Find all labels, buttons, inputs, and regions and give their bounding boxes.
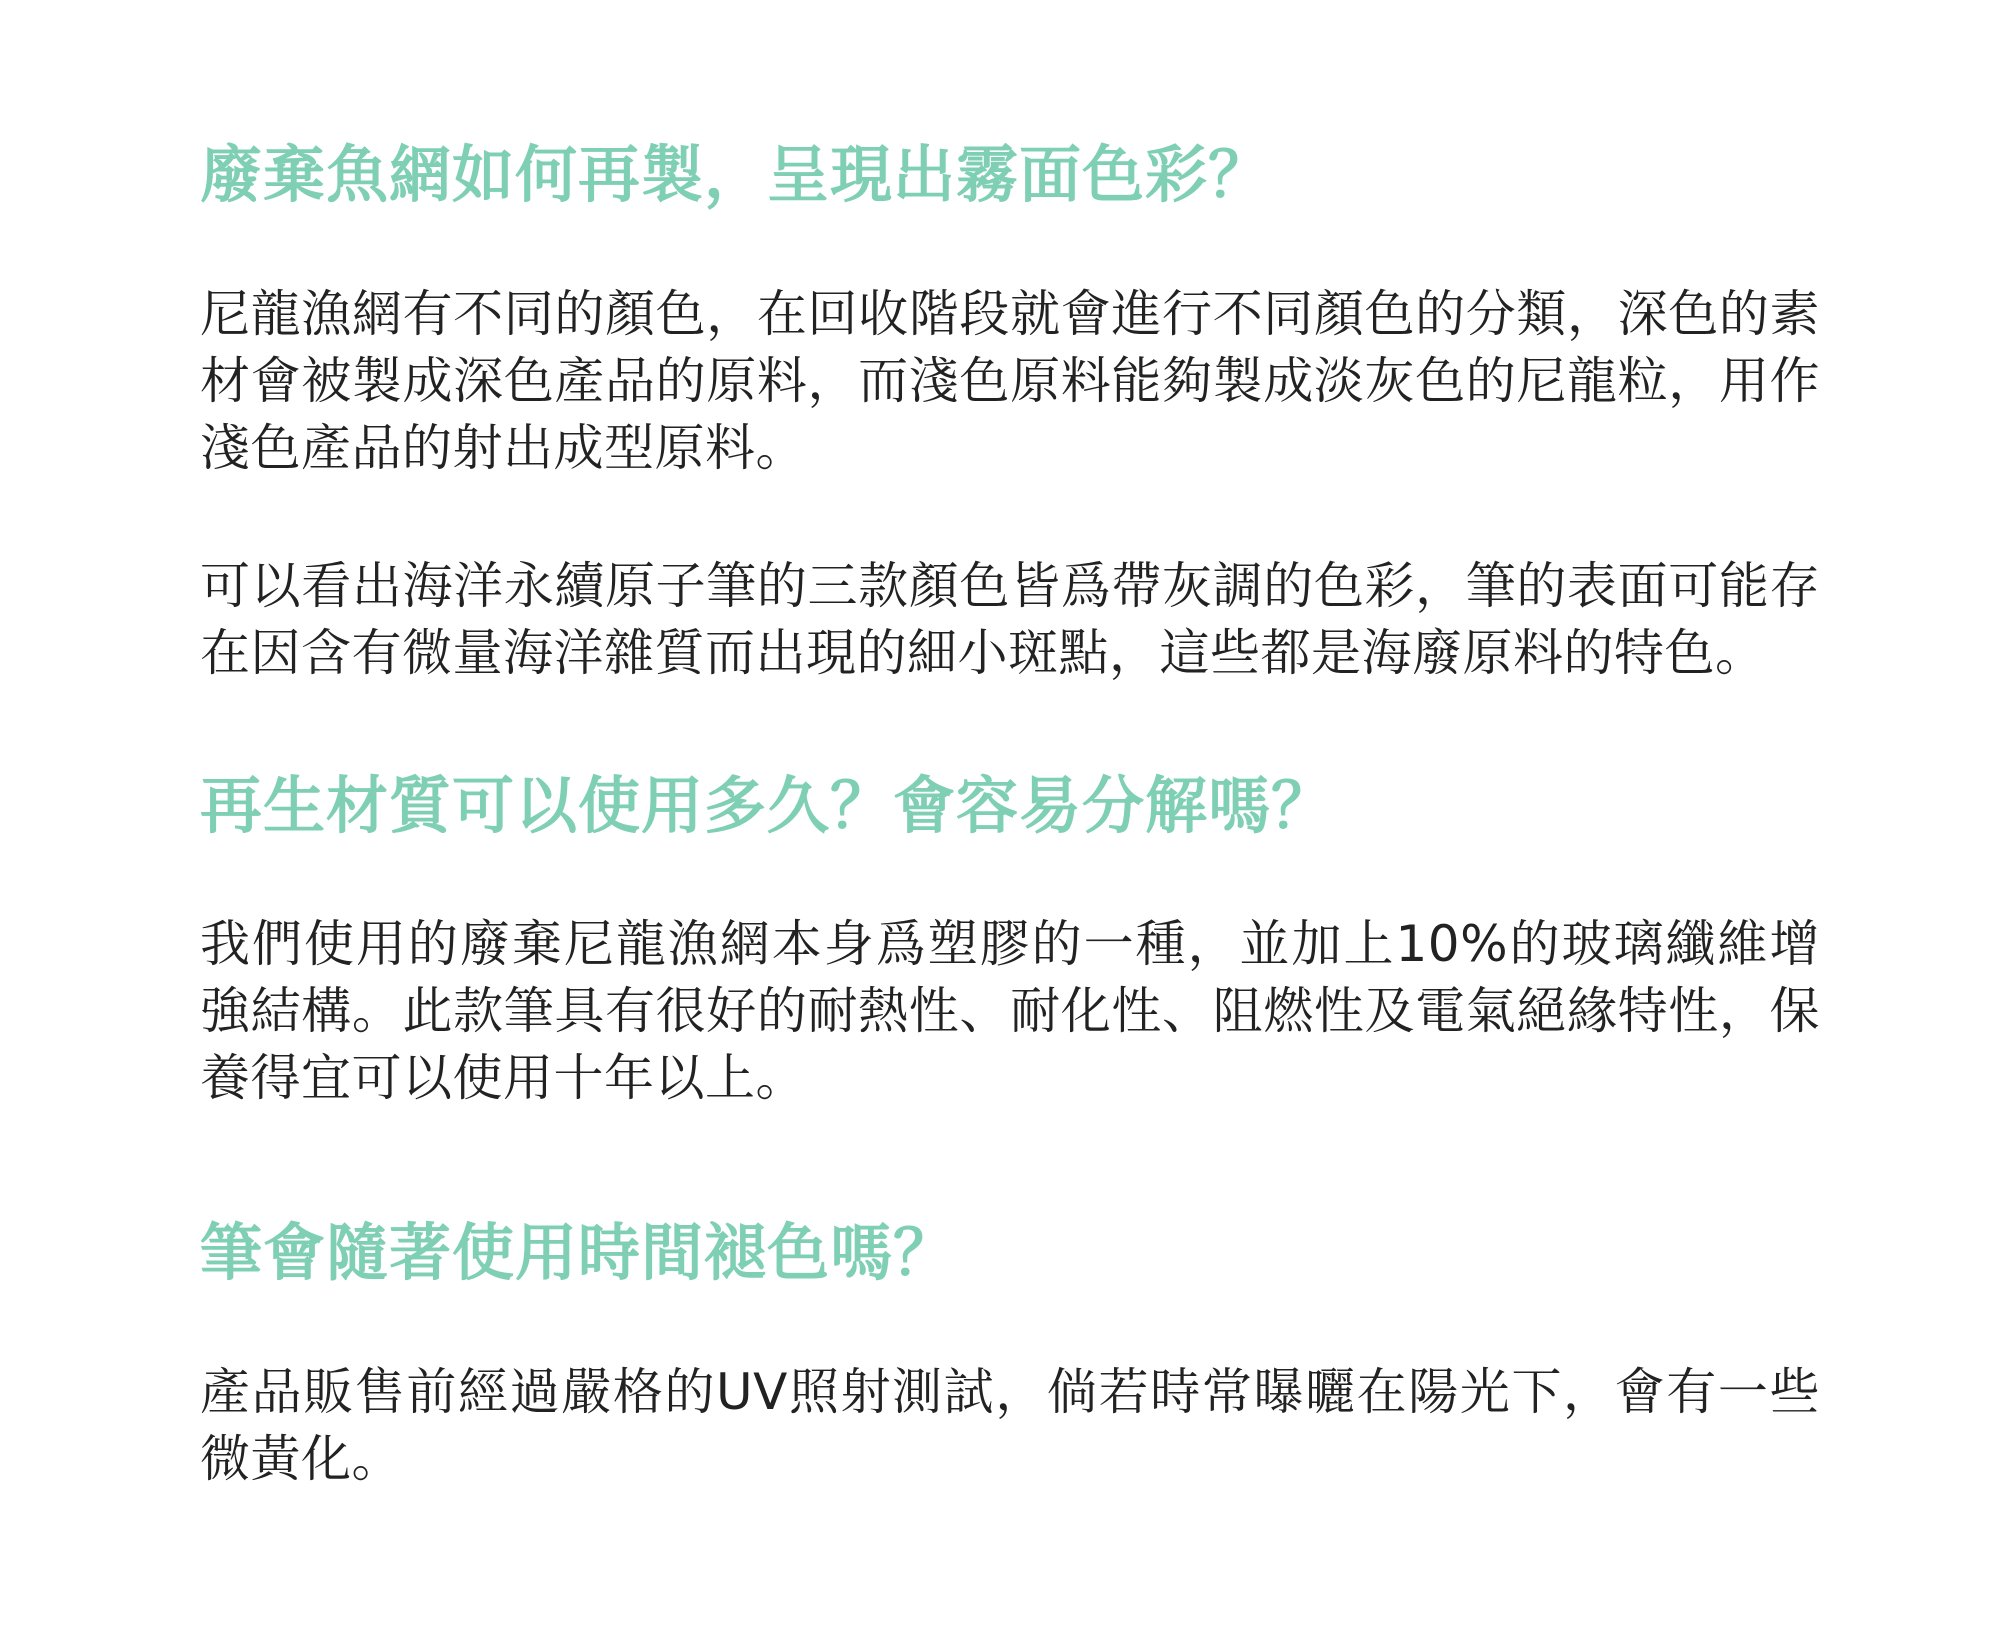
section-paragraph: 尼龍漁網有不同的顏色，在回收階段就會進行不同顏色的分類，深色的素材會被製成深色產品的原料，而淺色原料能夠製成淡灰色的尼龍粒，用作淺色產品的射出成型原料。	[200, 285, 1820, 477]
section-heading: 再生材質可以使用多久？會容易分解嗎？	[200, 769, 1335, 842]
section-paragraph: 產品販售前經過嚴格的UV照射測試，倘若時常曝曬在陽光下，會有一些微黃化。	[200, 1363, 1820, 1488]
section-paragraph: 我們使用的廢棄尼龍漁網本身爲塑膠的一種，並加上10%的玻璃纖維增強結構。此款筆具有很好的耐熱性、耐化性、阻燃性及電氣絕緣特性，保養得宜可以使用十年以上。	[200, 915, 1820, 1107]
section-paragraph: 可以看出海洋永續原子筆的三款顏色皆爲帶灰調的色彩，筆的表面可能存在因含有微量海洋雜質而出現的細小斑點，這些都是海廢原料的特色。	[200, 557, 1820, 682]
section-heading: 廢棄魚網如何再製，呈現出霧面色彩？	[200, 138, 1272, 211]
section-heading: 筆會隨著使用時間褪色嗎？	[200, 1216, 957, 1289]
